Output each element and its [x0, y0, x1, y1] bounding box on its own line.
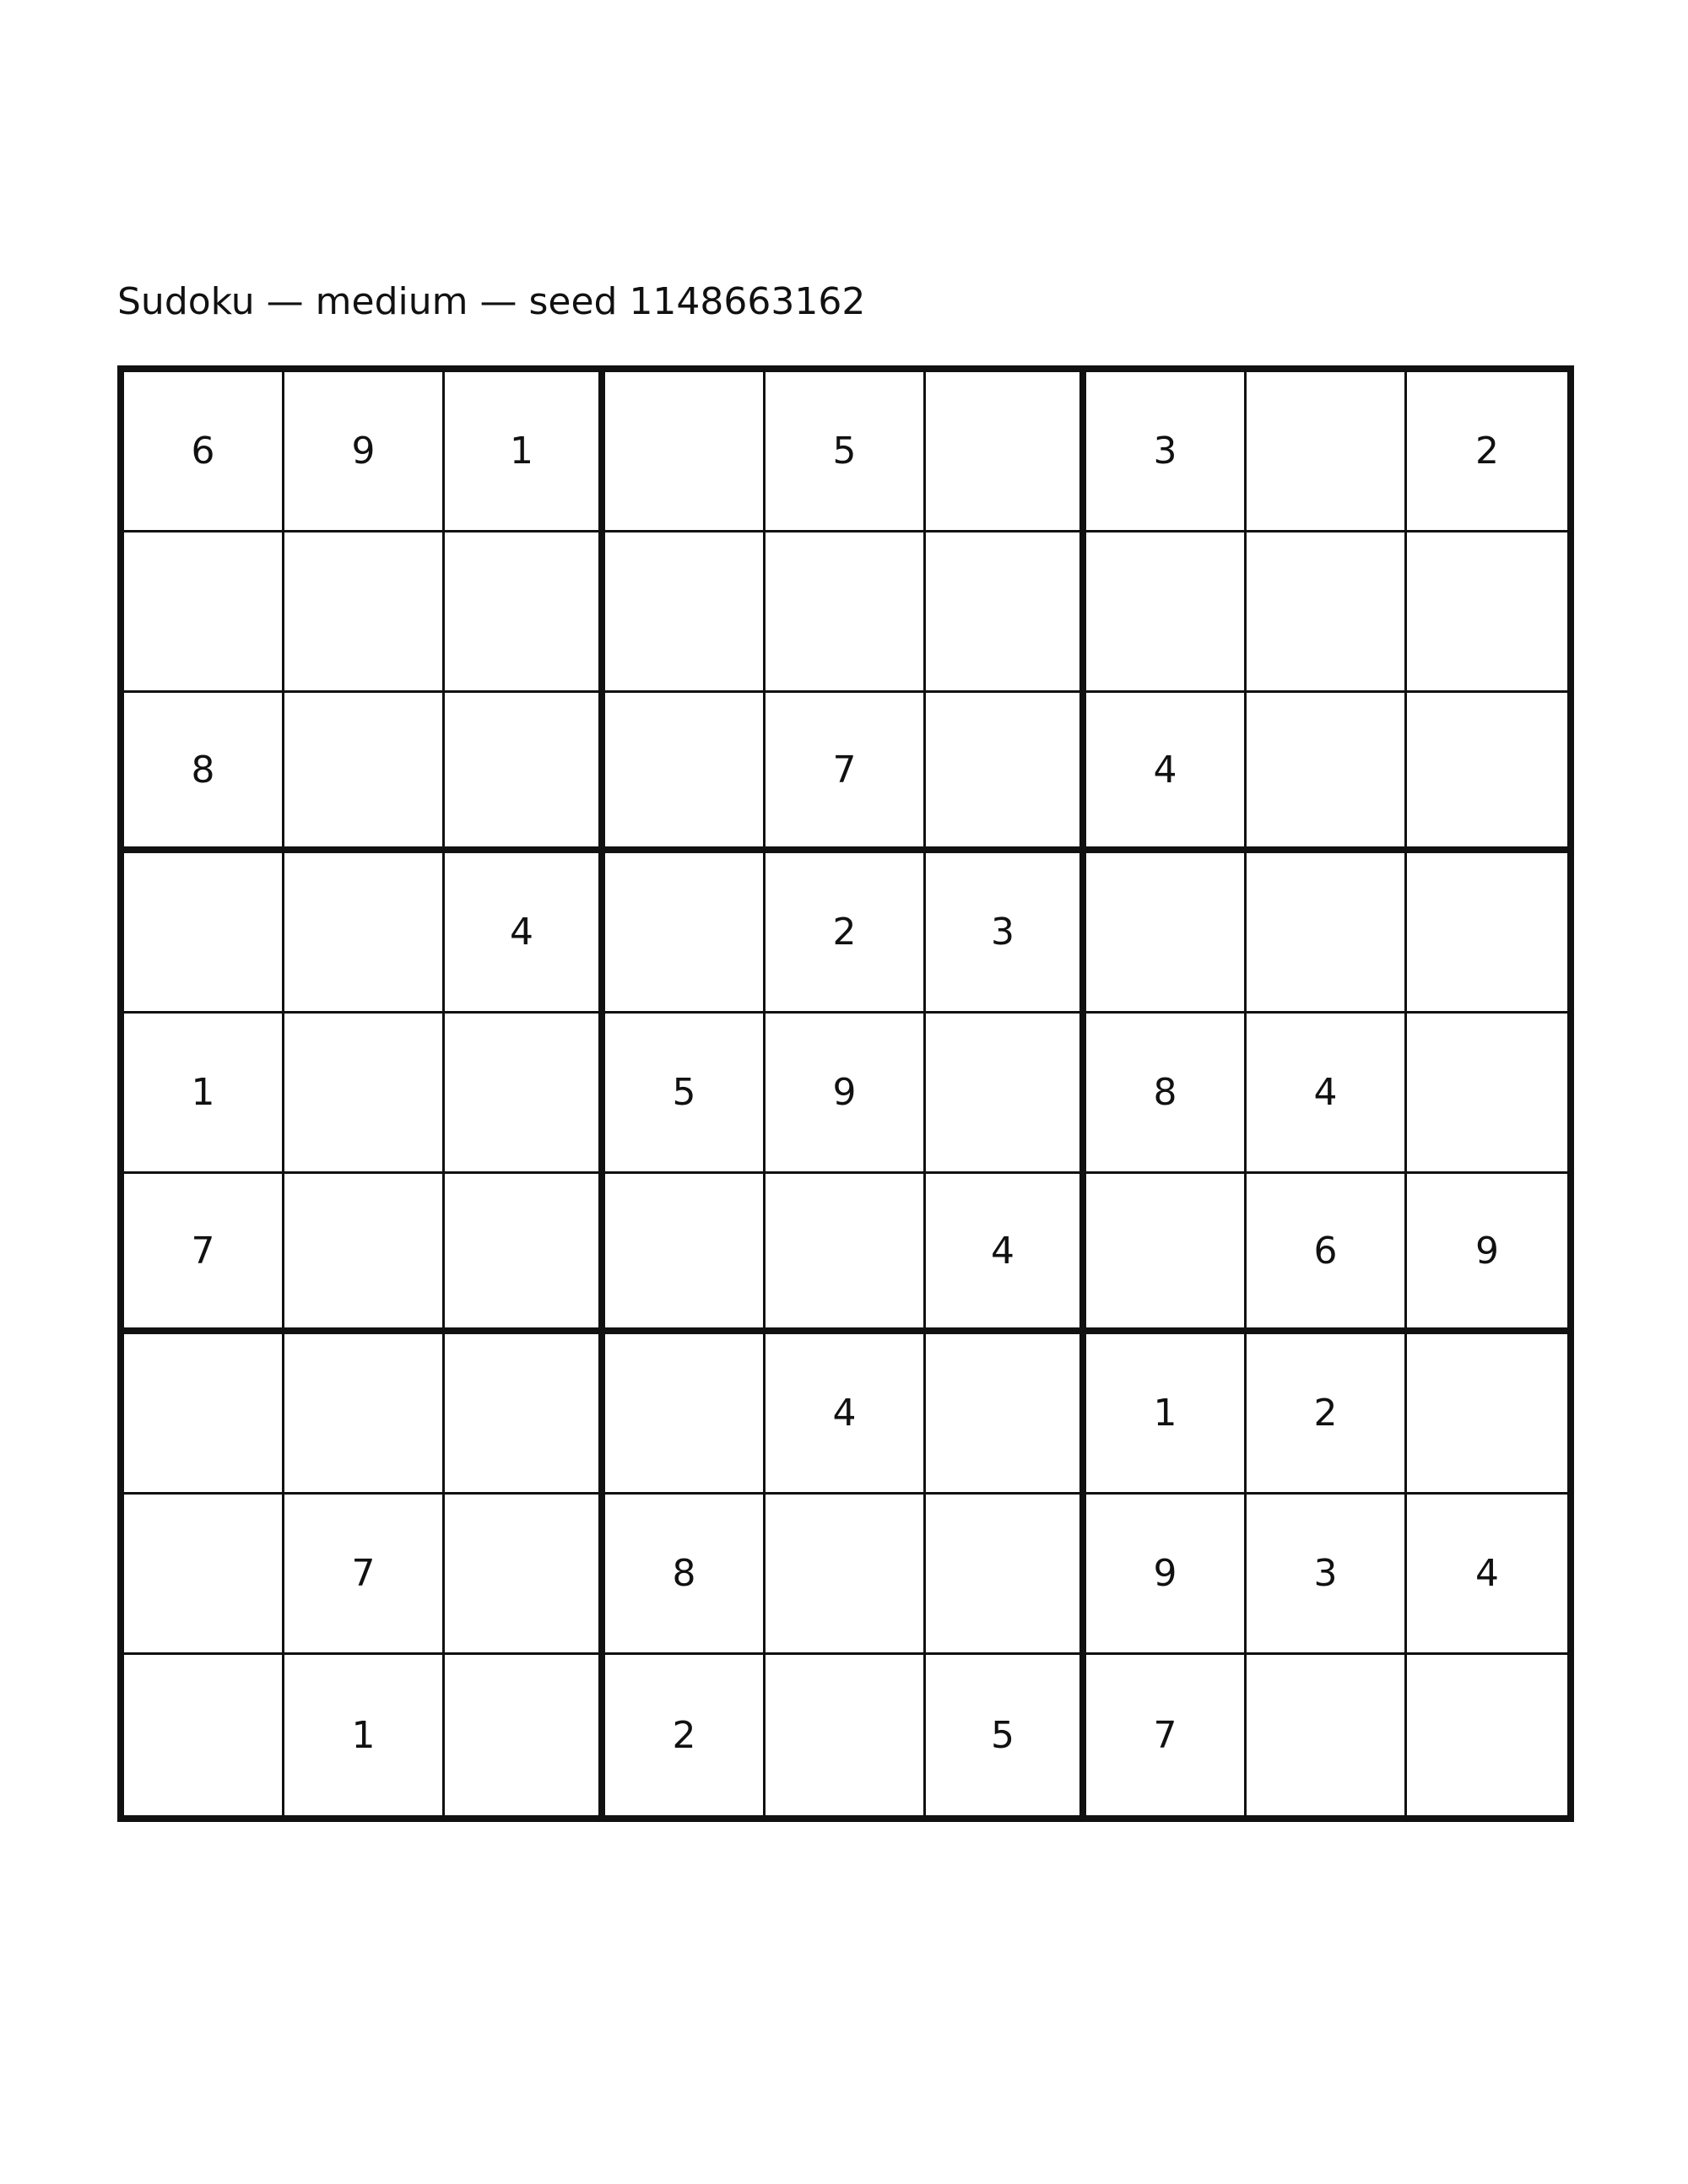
empty-cell[interactable] — [926, 1014, 1086, 1174]
given-cell[interactable]: 7 — [766, 693, 926, 853]
empty-cell[interactable] — [124, 1495, 284, 1655]
sudoku-board — [117, 365, 1574, 1822]
empty-cell[interactable] — [766, 532, 926, 693]
given-cell[interactable]: 4 — [1407, 1495, 1567, 1655]
given-cell[interactable]: 4 — [1086, 693, 1247, 853]
given-cell[interactable]: 9 — [1407, 1174, 1567, 1334]
empty-cell[interactable] — [1247, 1655, 1407, 1815]
given-cell[interactable]: 2 — [766, 853, 926, 1014]
empty-cell[interactable] — [284, 532, 445, 693]
empty-cell[interactable] — [445, 1014, 605, 1174]
given-cell[interactable]: 3 — [926, 853, 1086, 1014]
empty-cell[interactable] — [124, 853, 284, 1014]
given-cell[interactable]: 3 — [1086, 372, 1247, 532]
given-cell[interactable]: 1 — [284, 1655, 445, 1815]
empty-cell[interactable] — [1247, 693, 1407, 853]
empty-cell[interactable] — [926, 532, 1086, 693]
given-cell[interactable]: 1 — [124, 1014, 284, 1174]
empty-cell[interactable] — [445, 1174, 605, 1334]
given-cell[interactable]: 4 — [445, 853, 605, 1014]
empty-cell[interactable] — [1407, 1334, 1567, 1495]
empty-cell[interactable] — [1086, 1174, 1247, 1334]
given-cell[interactable]: 6 — [124, 372, 284, 532]
empty-cell[interactable] — [926, 1334, 1086, 1495]
given-cell[interactable]: 1 — [445, 372, 605, 532]
given-cell[interactable]: 3 — [1247, 1495, 1407, 1655]
empty-cell[interactable] — [926, 372, 1086, 532]
given-cell[interactable]: 7 — [284, 1495, 445, 1655]
given-cell[interactable]: 5 — [766, 372, 926, 532]
empty-cell[interactable] — [926, 693, 1086, 853]
given-cell[interactable]: 8 — [124, 693, 284, 853]
empty-cell[interactable] — [605, 853, 766, 1014]
empty-cell[interactable] — [1086, 853, 1247, 1014]
empty-cell[interactable] — [1247, 853, 1407, 1014]
given-cell[interactable]: 9 — [1086, 1495, 1247, 1655]
empty-cell[interactable] — [1407, 693, 1567, 853]
empty-cell[interactable] — [1247, 532, 1407, 693]
empty-cell[interactable] — [1407, 1014, 1567, 1174]
empty-cell[interactable] — [284, 853, 445, 1014]
given-cell[interactable]: 4 — [766, 1334, 926, 1495]
empty-cell[interactable] — [605, 1174, 766, 1334]
empty-cell[interactable] — [926, 1495, 1086, 1655]
given-cell[interactable]: 9 — [766, 1014, 926, 1174]
empty-cell[interactable] — [1407, 853, 1567, 1014]
given-cell[interactable]: 8 — [1086, 1014, 1247, 1174]
empty-cell[interactable] — [766, 1174, 926, 1334]
empty-cell[interactable] — [766, 1495, 926, 1655]
empty-cell[interactable] — [605, 1334, 766, 1495]
empty-cell[interactable] — [605, 532, 766, 693]
empty-cell[interactable] — [445, 1495, 605, 1655]
empty-cell[interactable] — [1086, 532, 1247, 693]
given-cell[interactable]: 5 — [605, 1014, 766, 1174]
empty-cell[interactable] — [1407, 532, 1567, 693]
empty-cell[interactable] — [445, 1334, 605, 1495]
empty-cell[interactable] — [445, 693, 605, 853]
empty-cell[interactable] — [445, 1655, 605, 1815]
empty-cell[interactable] — [766, 1655, 926, 1815]
empty-cell[interactable] — [124, 532, 284, 693]
empty-cell[interactable] — [124, 1655, 284, 1815]
empty-cell[interactable] — [1247, 372, 1407, 532]
given-cell[interactable]: 2 — [1247, 1334, 1407, 1495]
empty-cell[interactable] — [1407, 1655, 1567, 1815]
given-cell[interactable]: 6 — [1247, 1174, 1407, 1334]
empty-cell[interactable] — [284, 1334, 445, 1495]
given-cell[interactable]: 8 — [605, 1495, 766, 1655]
given-cell[interactable]: 2 — [1407, 372, 1567, 532]
given-cell[interactable]: 9 — [284, 372, 445, 532]
given-cell[interactable]: 5 — [926, 1655, 1086, 1815]
empty-cell[interactable] — [605, 372, 766, 532]
given-cell[interactable]: 2 — [605, 1655, 766, 1815]
given-cell[interactable]: 1 — [1086, 1334, 1247, 1495]
puzzle-title: Sudoku — medium — seed 1148663162 — [117, 280, 866, 323]
empty-cell[interactable] — [284, 1014, 445, 1174]
empty-cell[interactable] — [445, 532, 605, 693]
empty-cell[interactable] — [605, 693, 766, 853]
given-cell[interactable]: 4 — [926, 1174, 1086, 1334]
empty-cell[interactable] — [284, 1174, 445, 1334]
empty-cell[interactable] — [284, 693, 445, 853]
empty-cell[interactable] — [124, 1334, 284, 1495]
given-cell[interactable]: 4 — [1247, 1014, 1407, 1174]
given-cell[interactable]: 7 — [1086, 1655, 1247, 1815]
given-cell[interactable]: 7 — [124, 1174, 284, 1334]
